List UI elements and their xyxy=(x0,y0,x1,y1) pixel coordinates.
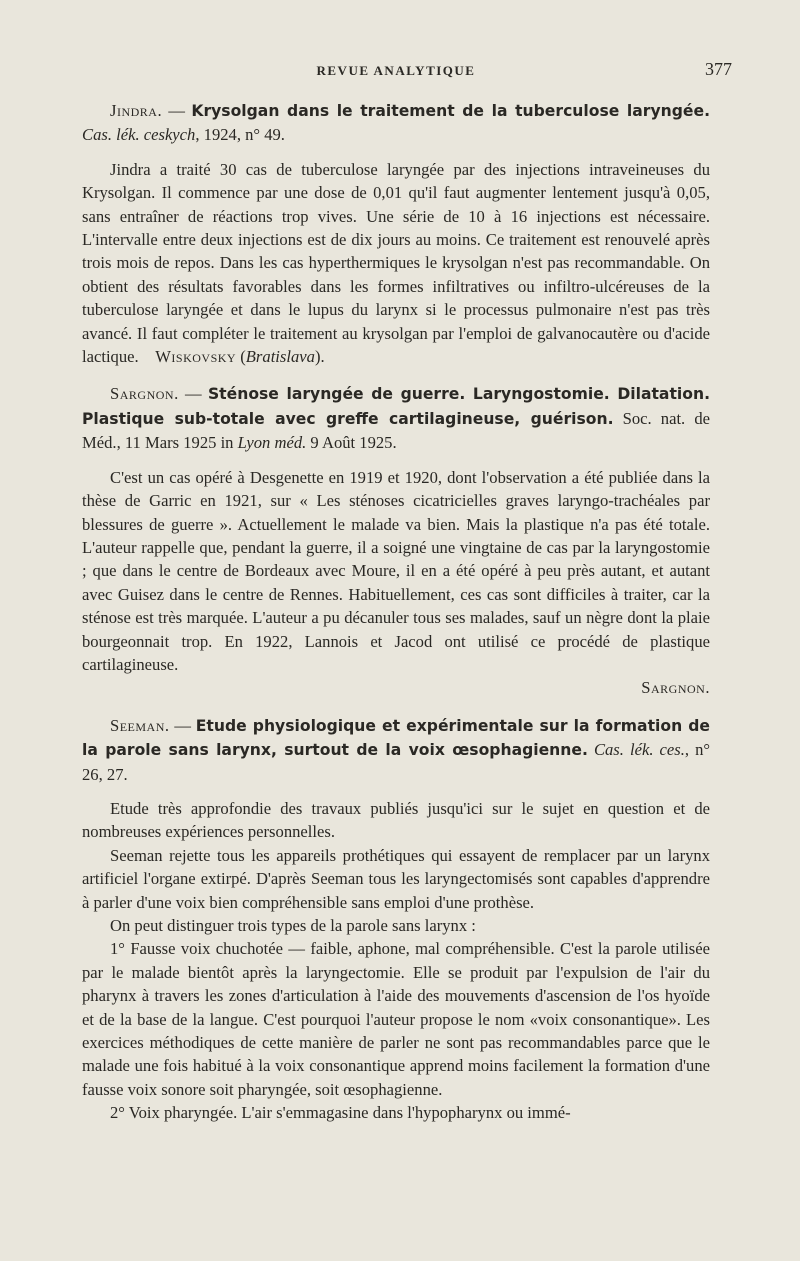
entry-heading xyxy=(82,382,710,454)
entry-signature: Sargnon. xyxy=(641,678,710,698)
entry-body: C'est un cas opéré à Desgenette en 1919 et 1920, dont l'observation a été publiée dans la thèse de Garric en 1921, sur « Les sténoses cicatricielles graves laryngo-trachéales par blessures de guerre ». Actuellement le malade va bien. Mais la plastique n'a pas été totale. L'auteur rappelle que, pendant la guerre, il a soigné une vingtaine de cas par la laryngostomie ; que dans le centre de Bordeaux avec Moure, il en a été opéré à peu près autant, et autant avec Guisez dans le centre de Rennes. Habituellement, ces cas sont difficiles à traiter, car la sténose est très marquée. L'auteur a pu décanuler tous ses malades, sauf un nègre dont la plaie bourgeonnait trop. En 1922, Lannois et Jacod ont utilisé ce procédé de plastique cartilagineuse. xyxy=(82,467,710,674)
entry-body: Jindra a traité 30 cas de tuberculose laryngée par des injections intraveineuses du Krysolgan. Il commence par une dose de 0,01 qu'il faut augmenter lentement jusqu'à 0,05, sans entraîner de réactions trop vives. Une série de 10 à 16 injections est nécessaire. L'intervalle entre deux injections est de dix jours au moins. Ce traitement est renouvelé après trois mois de repos. Dans les cas hyperthermiques le krysolgan n'est pas recommandable. On obtient des résultats favorables dans les formes infiltratives ou infiltro-ulcéreuses de la tuberculose laryngée et dans le lupus du larynx si le processus pulmonaire n'est pas très avancé. Il faut compléter le traitement au krysolgan par l'emploi de galvanocautère ou d'acide lactique. Wiskovsky (Bratislava). xyxy=(82,159,710,367)
entry-title: Krysolgan dans le traitement de la tuberculose laryngée. xyxy=(191,102,710,120)
entry-source-details: , n° 26, 27. xyxy=(82,740,710,784)
entry-paragraph: 2° Voix pharyngée. L'air s'emmagasine dans l'hypopharynx ou immé- xyxy=(110,1103,571,1123)
running-title: REVUE ANALYTIQUE xyxy=(316,63,476,78)
entry-signature-place: Bratislava xyxy=(245,347,315,367)
entry-source-details: 9 Août 1925. xyxy=(306,433,397,453)
review-entry-seeman xyxy=(82,714,710,1125)
entry-source-journal: Cas. lék. ces. xyxy=(587,740,685,760)
entry-paragraph: On peut distinguer trois types de la parole sans larynx : xyxy=(110,916,476,935)
entry-author: Jindra. xyxy=(110,101,163,120)
entry-paragraph: Etude très approfondie des travaux publiés jusqu'ici sur le sujet en question et de nombreuses expériences personnelles. xyxy=(82,798,710,842)
heading-dash: — xyxy=(162,101,192,120)
entry-title: Etude physiologique et expérimentale sur la formation de la parole sans larynx, surtout de la voix œsophagienne. xyxy=(82,716,711,760)
heading-dash: — xyxy=(178,384,208,404)
entry-paragraph: 1° Fausse voix chuchotée — faible, aphone, mal compréhensible. C'est la parole utilisée par le malade bientôt après la laryngectomie. Elle se produit par l'expulsion de l'air du pharynx à travers les zones d'articulation à l'aide des mouvements d'ascension de l'os hyoïde et de la base de la langue. C'est pourquoi l'auteur propose le nom «voix consonantique». Les exercices méthodiques de cette manière de parler ne sont pas recommandables parce que le malade une fois habitué à la voix consonantique apprend moins facilement la formation d'une fausse voix sonore soit pharyngée, soit œsophagienne. xyxy=(82,939,710,1099)
entry-heading xyxy=(82,99,710,147)
entry-source-society: Soc. nat. de Méd., 11 Mars 1925 in xyxy=(82,408,710,453)
entry-author: Sargnon. xyxy=(110,384,179,404)
review-entry-sargnon xyxy=(82,382,710,699)
entry-signature: Wiskovsky xyxy=(155,347,237,367)
review-entry-jindra xyxy=(82,99,710,368)
running-head xyxy=(82,55,732,87)
heading-dash: — xyxy=(169,715,196,735)
page-number: 377 xyxy=(705,59,732,79)
entry-heading xyxy=(82,714,710,786)
entry-source-journal: Lyon méd. xyxy=(237,433,307,453)
entry-paragraph: Seeman rejette tous les appareils prothétiques qui essayent de remplacer par un larynx artificiel l'organe extirpé. D'après Seeman tous les laryngectomisés sont capables d'apprendre à parler d'une voix bien compréhensible sans emploi d'une prothèse. xyxy=(82,845,710,912)
entry-title: Sténose laryngée de guerre. Laryngostomie. Dilatation. Plastique sub-totale avec greffe cartilagineuse, guérison. xyxy=(82,385,710,428)
entry-source-details: , 1924, n° 49. xyxy=(195,125,285,145)
entry-author: Seeman. xyxy=(110,715,170,735)
entry-signature-line xyxy=(82,676,710,699)
entry-source-journal: Cas. lék. ceskych xyxy=(82,125,196,145)
entry-body-text: Jindra a traité 30 cas de tuberculose laryngée par des injections intraveineuses du Krysolgan. Il commence par une dose de 0,01 qu'il faut augmenter lentement jusqu'à 0,05, sans entraîner de réactions trop vives. Une série de 10 à 16 injections est nécessaire. L'intervalle entre deux injections est de dix jours au moins. Ce traitement est renouvelé après trois mois de repos. Dans les cas hyperthermiques le krysolgan n'est pas recommandable. On obtient des résultats favorables dans les formes infiltratives ou infiltro-ulcéreuses de la tuberculose laryngée et dans le lupus du larynx si le processus pulmonaire n'est pas très avancé. Il faut compléter le traitement au krysolgan par l'emploi de galvanocautère ou d'acide lactique. xyxy=(82,159,710,367)
